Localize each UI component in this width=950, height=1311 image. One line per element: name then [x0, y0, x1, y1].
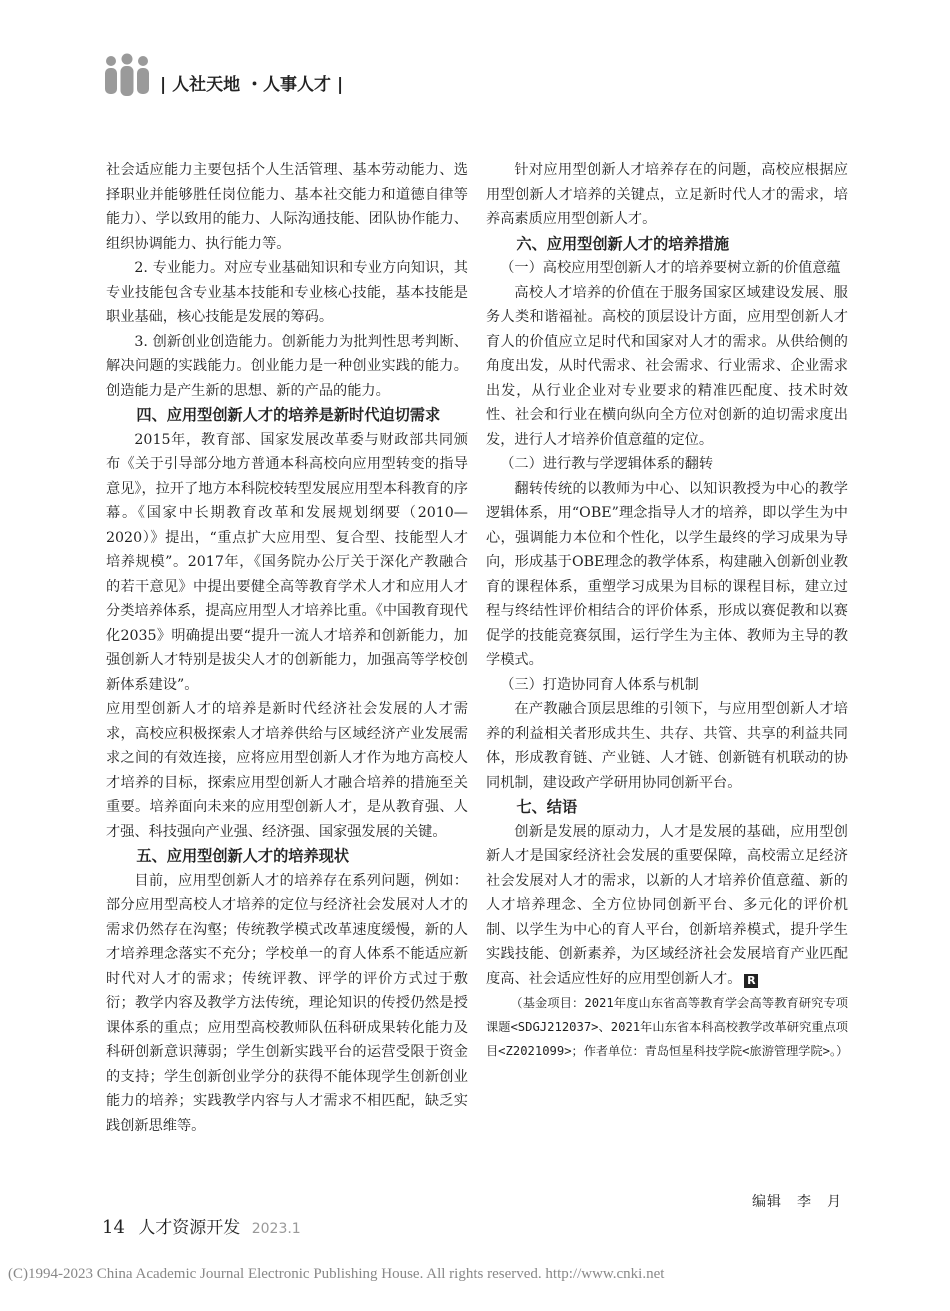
section-heading: 七、结语 [516, 798, 578, 816]
paragraph: 社会适应能力主要包括个人生活管理、基本劳动能力、选择职业并能够胜任岗位能力、基本社交能力和道德自律等能力）、学以致用的能力、人际沟通技能、团队协作能力、组织协调能力、执行能力等。 [106, 162, 468, 252]
copyright-notice: (C)1994-2023 China Academic Journal Electronic Publishing House. All rights reserved. http://www.cnki.net [8, 1266, 665, 1282]
journal-name: 人才资源开发 [138, 1218, 241, 1238]
subsection-heading: （三）打造协同育人体系与机制 [500, 676, 699, 693]
section-heading: 四、应用型创新人才的培养是新时代迫切需求 [136, 406, 441, 424]
paragraph: 2. 专业能力。对应专业基础知识和专业方向知识，其专业技能包含专业基本技能和专业核心技能，基本技能是职业基础，核心技能是发展的筹码。 [106, 260, 468, 325]
subsection-heading: （一）高校应用型创新人才的培养要树立新的价值意蕴 [500, 260, 841, 276]
left-column [106, 158, 468, 1138]
paragraph: 高校人才培养的价值在于服务国家区域建设发展、服务人类和谐福祉。高校的顶层设计方面，应用型创新人才育人的价值应立足时代和国家对人才的需求。从供给侧的角度出发，从时代需求、社会需求、行业需求、企业需求出发，从行业企业对专业要求的精准匹配度、技术时效性、社会和行业在横向纵向全方位对创新的迫切需求度出发，进行人才培养价值意蕴的定位。 [486, 284, 848, 448]
page-footer [102, 1213, 301, 1238]
paragraph: 在产教融合顶层思维的引领下，与应用型创新人才培养的利益相关者形成共生、共存、共管、共享的利益共同体，形成教育链、产业链、人才链、创新链有机联动的协同机制，建设政产学研用协同创新平台。 [486, 701, 848, 791]
section-title: | 人社天地 ・人事人才 | [160, 75, 344, 95]
paragraph: 针对应用型创新人才培养存在的问题，高校应根据应用型创新人才培养的关键点，立足新时代人才的需求，培养高素质应用型创新人才。 [486, 162, 848, 227]
section-heading: 六、应用型创新人才的培养措施 [516, 234, 730, 253]
paragraph: 2015年，教育部、国家发展改革委与财政部共同颁布《关于引导部分地方普通本科高校向应用型转变的指导意见》，拉开了地方本科院校转型发展应用型本科教育的序幕。《国家中长期教育改革和发展规划纲要（2010—2020）》提出，“重点扩大应用型、复合型、技能型人才培养规模”。2017年，《国务院办公厅关于深化产教融合的若干意见》中提出要健全高等教育学术人才和应用人才分类培养体系，提高应用型人才培养比重。《中国教育现代化2035》明确提出要“提升一流人才培养和创新能力，加强创新人才特别是拔尖人才的创新能力，加强高等学校创新体系建设”。 [106, 431, 468, 693]
people-group-icon [100, 52, 155, 100]
page-number: 14 [102, 1217, 125, 1238]
paragraph [486, 820, 848, 992]
conclusion-text: 创新是发展的原动力，人才是发展的基础，应用型创新人才是国家经济社会发展的重要保障，高校需立足经济社会发展对人才的需求，以新的人才培养价值意蕴、新的人才培养理念、全方位协同创新平台、多元化的评价机制、以学生为中心的育人平台，创新培养模式，提升学生实践技能、创新素养，为区域经济社会发展培育产业匹配度高、社会适应性好的应用型创新人才。 [486, 823, 848, 987]
editor-credit: 编辑 李 月 [752, 1194, 842, 1210]
paragraph: 翻转传统的以教师为中心、以知识教授为中心的教学逻辑体系，用“OBE”理念指导人才的培养，即以学生为中心，强调能力本位和个性化，以学生最终的学习成果为导向，形成基于OBE理念的教学体系，构建融入创新创业教育的课程体系，重塑学习成果为目标的课程目标，建立过程与终结性评价相结合的评价体系，形成以赛促教和以赛促学的技能竞赛氛围，运行学生为主体、教师为主导的教学模式。 [486, 480, 848, 668]
paragraph: 应用型创新人才的培养是新时代经济社会发展的人才需求，高校应积极探索人才培养供给与区域经济产业发展需求之间的有效连接，应将应用型创新人才作为地方高校人才培养的目标，探索应用型创新人才融合培养的措施至关重要。培养面向未来的应用型创新人才，是从教育强、人才强、科技强向产业强、经济强、国家强发展的关键。 [106, 701, 468, 840]
section-heading: 五、应用型创新人才的培养现状 [136, 847, 350, 865]
paragraph: 目前，应用型创新人才的培养存在系列问题，例如：部分应用型高校人才培养的定位与经济社会发展对人才的需求仍然存在沟壑；传统教学模式改革速度缓慢，新的人才培养理念落实不充分；学校单一的育人体系不能适应新时代对人才的需求；传统评教、评学的评价方式过于敷衍；教学内容及教学方法传统，理论知识的传授仍然是授课体系的重点；应用型高校教师队伍科研成果转化能力及科研创新意识薄弱；学生创新实践平台的运营受限于资金的支持；学生创新创业学分的获得不能体现学生创新创业能力的培养；实践教学内容与人才需求不相匹配，缺乏实践创新思维等。 [106, 872, 468, 1134]
end-mark-icon: R [744, 974, 758, 988]
issue-number: 2023.1 [251, 1221, 301, 1237]
paragraph: 3. 创新创业创造能力。创新能力为批判性思考判断、解决问题的实践能力。创业能力是一种创业实践的能力。创造能力是产生新的思想、新的产品的能力。 [106, 333, 468, 399]
fund-note: （基金项目：2021年度山东省高等教育学会高等教育研究专项课题<SDGJ212037>、2021年山东省本科高校教学改革研究重点项目<Z2021099>；作者单位：青岛恒星科技学院<旅游管理学院>。） [486, 996, 849, 1058]
right-column [486, 158, 848, 1063]
subsection-heading: （二）进行教与学逻辑体系的翻转 [500, 456, 714, 472]
